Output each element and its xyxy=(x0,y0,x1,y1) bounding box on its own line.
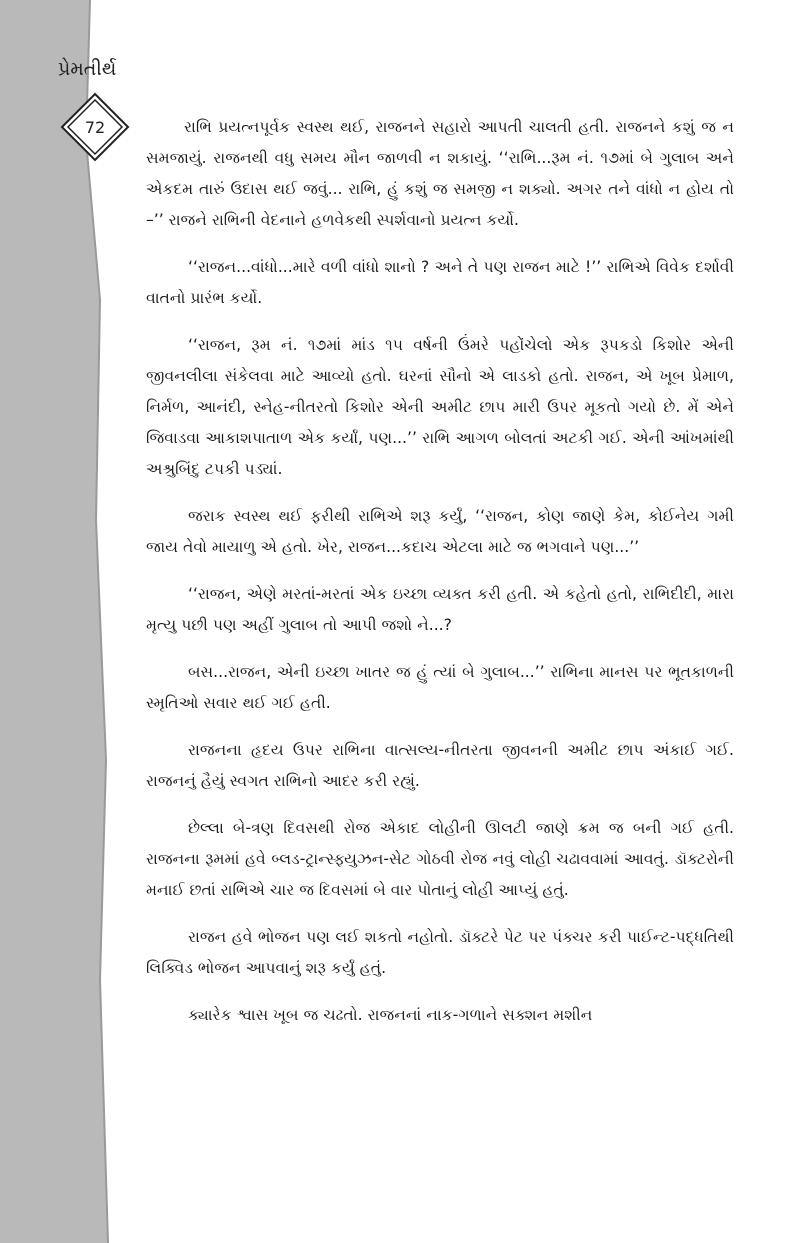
paragraph: રાભિ પ્રયત્નપૂર્વક સ્વસ્થ થઈ, રાજનને સહારો આપતી ચાલતી હતી. રાજનને કશું જ ન સમજાયું. રાજનથી વધુ સમય મૌન જાળવી ન શકાયું. ‘‘રાભિ...રૂમ નં. ૧૭માં બે ગુલાબ અને એકદમ તારું ઉદાસ થઈ જવું... રાભિ, હું કશું જ સમજી ન શક્યો. અગર તને વાંધો ન હોય તો –’’ રાજને રાભિની વેદનાને હળવેકથી સ્પર્શવાનો પ્રયત્ન કર્યો. xyxy=(146,118,734,229)
page-number: 72 xyxy=(84,117,106,137)
paragraph: ‘‘રાજન, રૂમ નં. ૧૭માં માંડ ૧૫ વર્ષની ઉંમરે પહોંચેલો એક રૂપકડો કિશોર એની જીવનલીલા સંકેલવા માટે આવ્યો હતો. ઘરનાં સૌનો એ લાડકો હતો. રાજન, એ ખૂબ પ્રેમાળ, નિર્મળ, આનંદી, સ્નેહ-નીતરતો કિશોર એની અમીટ છાપ મારી ઉપર મૂકતો ગયો છે. મેં એને જિવાડવા આકાશપાતાળ એક કર્યાં, પણ...’’ રાભિ આગળ બોલતાં અટકી ગઈ. એની આંખમાંથી અશ્રુબિંદુ ટપકી પડ્યાં. xyxy=(146,336,734,478)
paragraph: ‘‘રાજન...વાંધો...મારે વળી વાંધો શાનો ? અને તે પણ રાજન માટે !’’ રાભિએ વિવેક દર્શાવી વાતનો પ્રારંભ કર્યો. xyxy=(146,258,734,307)
paragraph: રાજન હવે ભોજન પણ લઈ શકતો નહોતો. ડૉક્ટરે પેટ પર પંક્ચર કરી પાઈન્ટ-પદ્ધતિથી લિક્વિડ ભોજન આપવાનું શરૂ કર્યું હતું. xyxy=(146,928,734,977)
paragraph: ‘‘રાજન, એણે મરતાં-મરતાં એક ઇચ્છા વ્યક્ત કરી હતી. એ કહેતો હતો, રાભિદીદી, મારા મૃત્યુ પછી પણ અહીં ગુલાબ તો આપી જશો ને...? xyxy=(146,585,734,634)
paragraph: ક્યારેક શ્વાસ ખૂબ જ ચઢતો. રાજનનાં નાક-ગળાને સક્શન મશીન xyxy=(188,1006,593,1024)
book-title: પ્રેમતીર્થ xyxy=(58,58,117,80)
paragraph: જરાક સ્વસ્થ થઈ ફરીથી રાભિએ શરૂ કર્યું, ‘‘રાજન, કોણ જાણે કેમ, કોઈનેય ગમી જાય તેવો માયાળુ એ હતો. ખેર, રાજન...કદાચ એટલા માટે જ ભગવાને પણ...’’ xyxy=(146,507,734,556)
paragraph: રાજનના હૃદય ઉપર રાભિના વાત્સલ્ય-નીતરતા જીવનની અમીટ છાપ અંકાઈ ગઈ. રાજનનું હૈયું સ્વગત રાભિનો આદર કરી રહ્યું. xyxy=(146,741,734,790)
paragraph: બસ...રાજન, એની ઇચ્છા ખાતર જ હું ત્યાં બે ગુલાબ...’’ રાભિના માનસ પર ભૂતકાળની સ્મૃતિઓ સવાર થઈ ગઈ હતી. xyxy=(146,663,734,712)
body-text xyxy=(146,112,734,1047)
paragraph: છેલ્લા બે-ત્રણ દિવસથી રોજ એકાદ લોહીની ઊલટી જાણે ક્રમ જ બની ગઈ હતી. રાજનના રૂમમાં હવે બ્લડ-ટ્રાન્સ્ફ્યુઝન-સેટ ગોઠવી રોજ નવું લોહી ચઢાવવામાં આવતું. ડૉક્ટરોની મનાઈ છતાં રાભિએ ચાર જ દિવસમાં બે વાર પોતાનું લોહી આપ્યું હતું. xyxy=(146,819,734,899)
